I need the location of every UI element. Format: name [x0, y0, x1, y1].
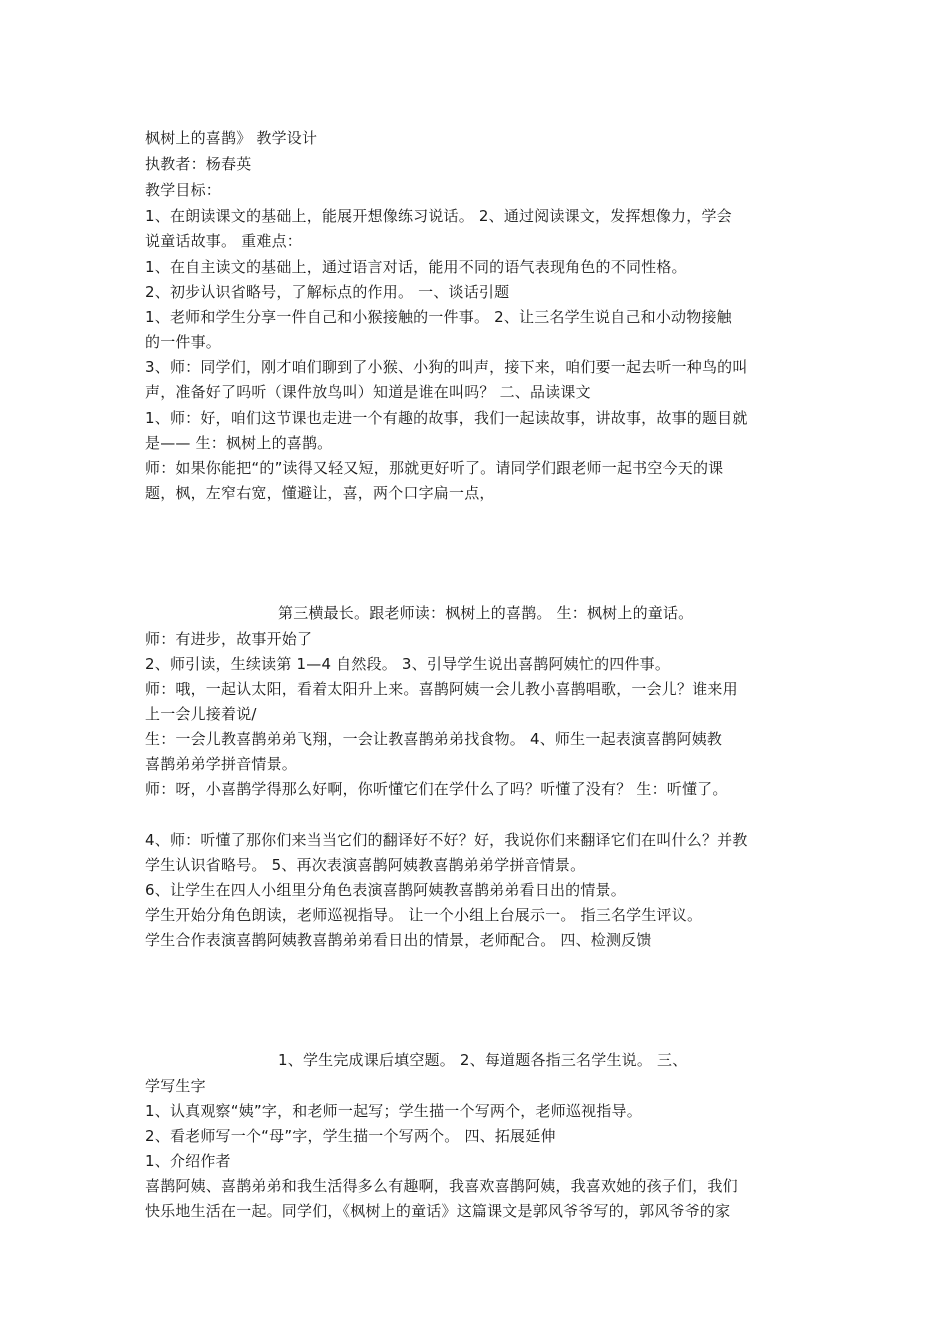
- doc-line: 师：呀，小喜鹊学得那么好啊，你听懂它们在学什么了吗？听懂了没有？ 生：听懂了。: [145, 780, 728, 798]
- doc-line: 的一件事。: [145, 333, 222, 351]
- doc-line: 1、介绍作者: [145, 1152, 231, 1170]
- doc-line: 6、让学生在四人小组里分角色表演喜鹊阿姨教喜鹊弟弟看日出的情景。: [145, 881, 626, 899]
- doc-line: 上一会儿接着说/: [145, 705, 257, 723]
- doc-line: 2、师引读，生续读第 1—4 自然段。 3、引导学生说出喜鹊阿姨忙的四件事。: [145, 655, 671, 673]
- doc-line: 教学目标：: [145, 181, 222, 199]
- doc-line: 学生合作表演喜鹊阿姨教喜鹊弟弟看日出的情景，老师配合。 四、检测反馈: [145, 931, 652, 949]
- doc-line: 师：如果你能把“的”读得又轻又短，那就更好听了。请同学们跟老师一起书空今天的课: [145, 459, 724, 477]
- doc-line: 喜鹊弟弟学拼音情景。: [145, 755, 298, 773]
- doc-line: 1、老师和学生分享一件自己和小猴接触的一件事。 2、让三名学生说自己和小动物接触: [145, 308, 732, 326]
- doc-line: 生：一会儿教喜鹊弟弟飞翔，一会让教喜鹊弟弟找食物。 4、师生一起表演喜鹊阿姨教: [145, 730, 723, 748]
- doc-line: 第三横最长。跟老师读：枫树上的喜鹊。 生：枫树上的童话。: [278, 604, 694, 622]
- doc-line: 1、师：好，咱们这节课也走进一个有趣的故事，我们一起读故事，讲故事，故事的题目就: [145, 409, 748, 427]
- doc-line-teacher: 执教者：杨春英: [145, 155, 252, 173]
- doc-line: 喜鹊阿姨、喜鹊弟弟和我生活得多么有趣啊，我喜欢喜鹊阿姨，我喜欢她的孩子们，我们: [145, 1177, 738, 1195]
- doc-line: 快乐地生活在一起。同学们，《枫树上的童话》这篇课文是郭风爷爷写的，郭风爷爷的家: [145, 1202, 731, 1220]
- doc-line: 说童话故事。 重难点：: [145, 232, 302, 250]
- doc-line: 1、在朗读课文的基础上，能展开想像练习说话。 2、通过阅读课文，发挥想像力，学会: [145, 207, 732, 225]
- doc-line: 1、在自主读文的基础上，通过语言对话，能用不同的语气表现角色的不同性格。: [145, 258, 687, 276]
- doc-line: 是—— 生：枫树上的喜鹊。: [145, 434, 333, 452]
- doc-line: 声，准备好了吗听（课件放鸟叫）知道是谁在叫吗？ 二、品读课文: [145, 383, 591, 401]
- doc-line: 师：有进步，故事开始了: [145, 630, 313, 648]
- doc-line: 题，枫，左窄右宽，懂避让，喜，两个口字扁一点，: [145, 484, 495, 502]
- doc-line: 3、师：同学们，刚才咱们聊到了小猴、小狗的叫声，接下来，咱们要一起去听一种鸟的叫: [145, 358, 748, 376]
- doc-line: 2、初步认识省略号，了解标点的作用。 一、谈话引题: [145, 283, 510, 301]
- doc-line: 4、师：听懂了那你们来当当它们的翻译好不好？好，我说你们来翻译它们在叫什么？并教: [145, 831, 748, 849]
- doc-line: 师：哦，一起认太阳，看着太阳升上来。喜鹊阿姨一会儿教小喜鹊唱歌，一会儿？谁来用: [145, 680, 738, 698]
- doc-line: 学写生字: [145, 1077, 206, 1095]
- doc-line-title: 枫树上的喜鹊》 教学设计: [145, 129, 318, 147]
- doc-line: 1、认真观察“姨”字，和老师一起写；学生描一个写两个，老师巡视指导。: [145, 1102, 642, 1120]
- doc-line: 学生认识省略号。 5、再次表演喜鹊阿姨教喜鹊弟弟学拼音情景。: [145, 856, 586, 874]
- doc-line: 2、看老师写一个“母”字，学生描一个写两个。 四、拓展延伸: [145, 1127, 556, 1145]
- doc-line: 1、学生完成课后填空题。 2、每道题各指三名学生说。 三、: [278, 1051, 688, 1069]
- doc-line: 学生开始分角色朗读，老师巡视指导。 让一个小组上台展示一。 指三名学生评议。: [145, 906, 703, 924]
